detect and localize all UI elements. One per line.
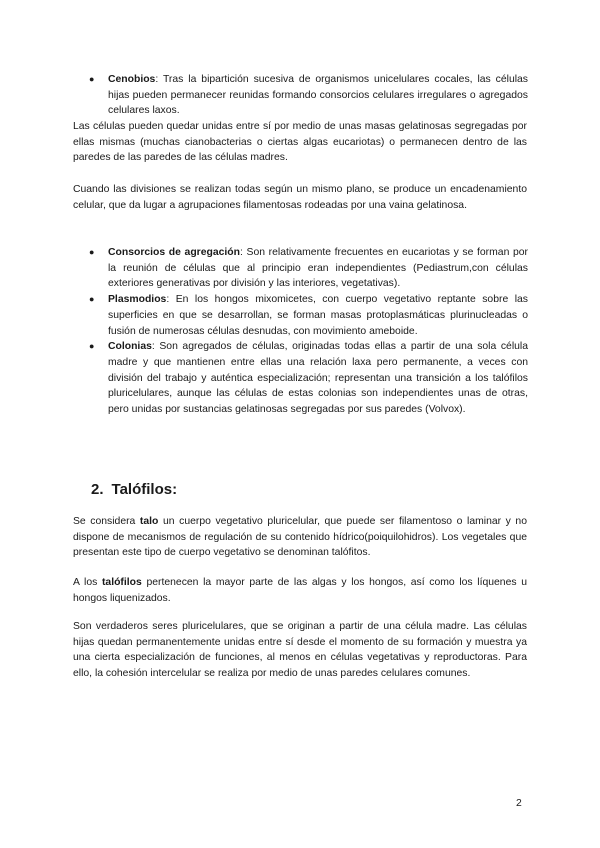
section-heading xyxy=(91,480,177,500)
list-item-term: Cenobios xyxy=(108,74,156,85)
list-item xyxy=(89,245,528,292)
paragraph: Son verdaderos seres pluricelulares, que se originan a partir de una célula madre. Las células hijas quedan permanentemente unidas entre sí desde el momento de su formación y muestra ya una cierta especialización de funciones, al menos en células vegetativas y reproductoras. Para ello, la cohesión intercelular se realiza por medio de unas paredes celulares comunes. xyxy=(73,621,527,680)
list-item-text: : En los hongos mixomicetes, con cuerpo vegetativo reptante sobre las superficies en que se desarrollan, se forman masas protoplasmáticas plurinucleadas o fusión de numerosas células desnudas, con movimiento ameboide. xyxy=(108,294,528,337)
list-item-text: : Tras la bipartición sucesiva de organismos unicelulares cocales, las células hijas pueden permanecer reunidas formando consorcios celulares irregulares o agregados celulares laxos. xyxy=(108,74,528,117)
bullet-dot-icon: ● xyxy=(89,294,95,305)
paragraph: Se considera talo un cuerpo vegetativo pluricelular, que puede ser filamentoso o laminar y no dispone de mecanismos de regulación de su contenido hídrico(poiquilohidros). Los vegetales que presentan este tipo de cuerpo vegetativo se denominan talófitos. xyxy=(73,516,527,559)
paragraph: Las células pueden quedar unidas entre sí por medio de unas masas gelatinosas segregadas por ellas mismas (muchas cianobacterias o ciertas algas eucariotas) o permanecen dentro de las paredes de las paredes de las células madres. xyxy=(73,121,527,164)
bullet-dot-icon: ● xyxy=(89,341,95,352)
bold-term: talófilos xyxy=(101,577,142,588)
paragraph: A los talófilos pertenecen la mayor parte de las algas y los hongos, así como los líquenes u hongos liquenizados. xyxy=(73,577,527,604)
list-item-term: Consorcios de agregación xyxy=(108,247,240,258)
paragraph: Cuando las divisiones se realizan todas según un mismo plano, se produce un encadenamiento celular, que da lugar a agrupaciones filamentosas rodeadas por una vaina gelatinosa. xyxy=(73,184,527,211)
bullet-dot-icon: ● xyxy=(89,74,95,84)
bullet-dot-icon: ● xyxy=(89,247,95,257)
section-number: 2. xyxy=(91,481,104,498)
page-number: 2 xyxy=(516,798,522,809)
list-item-term: Colonias xyxy=(108,341,152,353)
bullet-list-cenobios xyxy=(89,72,528,119)
list-item-text: : Son agregados de células, originadas todas ellas a partir de una sola célula madre y que mantienen entre ellas una relación laxa pero permanente, a veces con división del trabajo y auténtica especialización; representan una transición a los talófilos pluricelulares, aunque las células de estas colonias son independientes unas de otras, pero unidas por sustancias gelatinosas segregadas por sus paredes (Volvox). xyxy=(108,341,528,416)
list-item xyxy=(89,292,528,339)
section-title: Talófilos: xyxy=(111,481,178,498)
list-item-text: : Son relativamente frecuentes en eucariotas y se forman por la reunión de células que al principio eran independientes (Pediastrum,con células exteriores generativas por división y las interiores, vegetativas). xyxy=(108,247,528,290)
list-item xyxy=(89,72,528,119)
bold-term: talo xyxy=(139,516,159,527)
list-item-term: Plasmodios xyxy=(108,294,167,306)
bullet-list-agrupaciones xyxy=(89,245,528,418)
list-item xyxy=(89,339,528,418)
